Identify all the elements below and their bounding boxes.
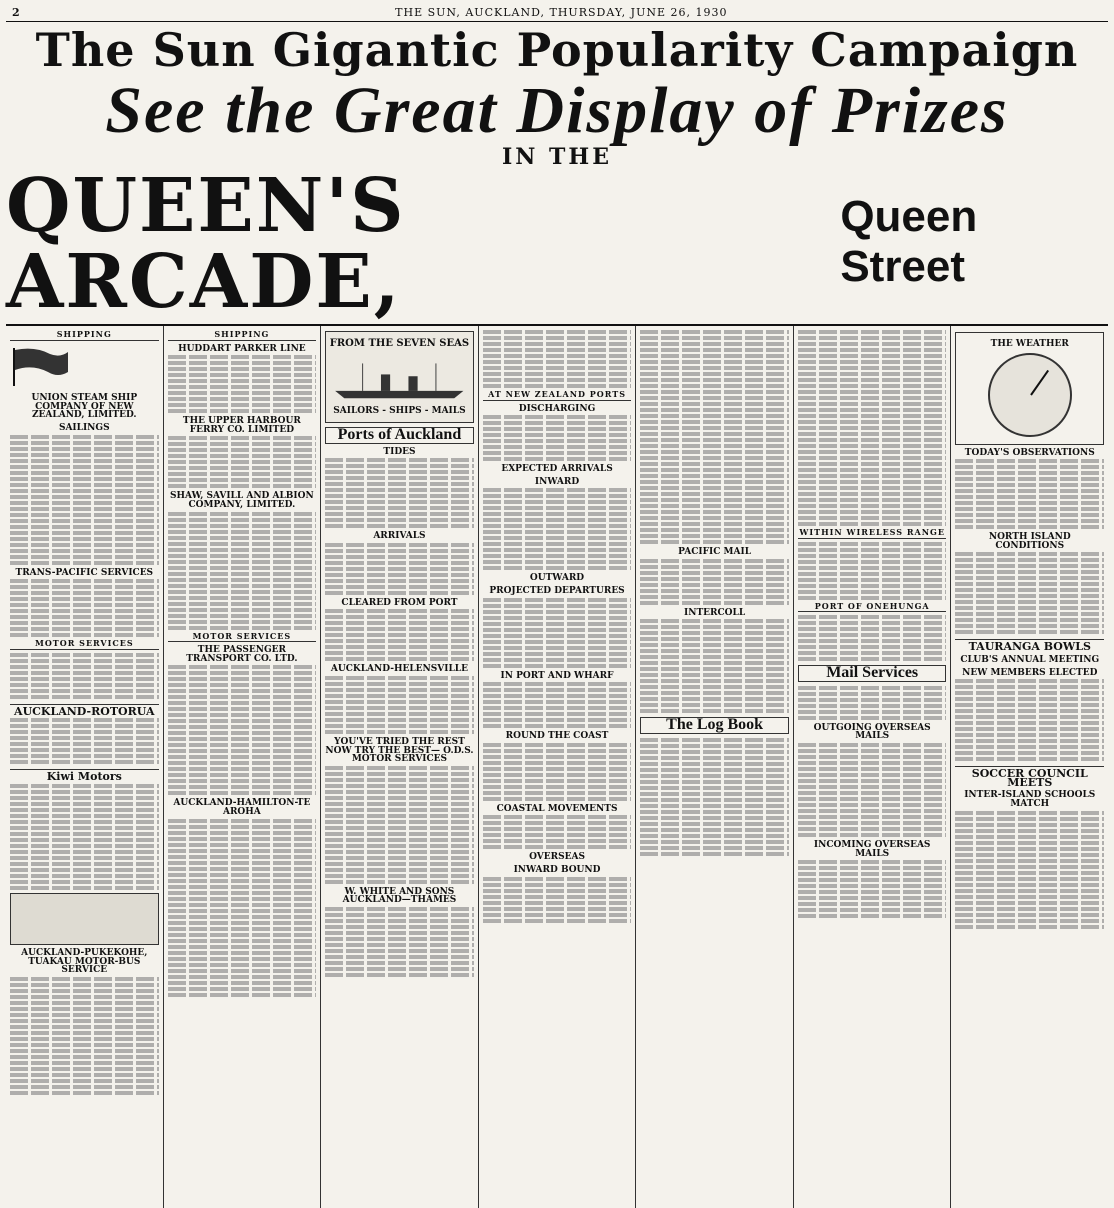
folio-line xyxy=(6,6,1108,22)
sailings-head: SAILINGS xyxy=(58,422,110,433)
ods-head: YOU'VE TRIED THE REST NOW TRY THE BEST— O.D.S. MOTOR SERVICES xyxy=(325,736,474,765)
bus-service-head: AUCKLAND-PUKEKOHE, TUAKAU MOTOR-BUS SERVICE xyxy=(21,947,148,976)
barometer-icon xyxy=(988,353,1072,437)
todays-obs-head: TODAY'S OBSERVATIONS xyxy=(964,447,1095,458)
projected-head: PROJECTED DEPARTURES xyxy=(489,585,625,596)
inward-head: INWARD xyxy=(534,476,580,487)
union-company: UNION STEAM SHIP COMPANY OF NEW ZEALAND, LIMITED. xyxy=(31,393,138,421)
outgoing-mails-head: OUTGOING OVERSEAS MAILS xyxy=(813,722,931,742)
banner-campaign: The Sun Gigantic Popularity Campaign xyxy=(35,23,1079,77)
motor-services-head-2: MOTOR SERVICES xyxy=(168,632,317,643)
ports-box xyxy=(325,427,474,444)
port-wharf-head: IN PORT AND WHARF xyxy=(500,670,614,681)
shipping-header: SHIPPING xyxy=(10,330,159,341)
banner-street: Queen Street xyxy=(840,192,978,291)
passenger-transport-head: THE PASSENGER TRANSPORT CO. LTD. xyxy=(186,645,298,664)
pacific-mail-head: PACIFIC MAIL xyxy=(678,547,752,557)
clubs-annual-head: CLUB'S ANNUAL MEETING xyxy=(960,654,1100,665)
upper-harbour-head: THE UPPER HARBOUR FERRY CO. LIMITED xyxy=(182,416,301,435)
banner-arcade: QUEEN'S ARCADE, xyxy=(6,163,406,325)
auckland-rotorua-head: AUCKLAND-ROTORUA xyxy=(10,704,159,717)
column-7 xyxy=(951,326,1108,1208)
column-3 xyxy=(321,326,479,1208)
column-5 xyxy=(636,326,794,1208)
white-sons-head: W. WHITE AND SONS AUCKLAND—THAMES xyxy=(342,886,457,906)
coastal-head: COASTAL MOVEMENTS xyxy=(496,803,618,814)
helensville-head: AUCKLAND-HELENSVILLE xyxy=(330,664,468,675)
seven-seas-title: FROM THE SEVEN SEAS xyxy=(329,338,470,349)
dateline: THE SUN, AUCKLAND, THURSDAY, JUNE 26, 1930 xyxy=(395,6,728,19)
overseas-head: OVERSEAS xyxy=(529,852,585,863)
soccer-head: SOCCER COUNCIL MEETS xyxy=(955,766,1104,787)
expected-head: EXPECTED ARRIVALS xyxy=(501,464,613,475)
seven-seas-illustration xyxy=(325,331,474,423)
mail-services-title: Mail Services xyxy=(826,664,919,682)
incoming-mails-head: INCOMING OVERSEAS MAILS xyxy=(813,839,931,859)
arrivals-head: ARRIVALS xyxy=(373,531,426,542)
huddart-head: HUDDART PARKER LINE xyxy=(178,343,306,354)
column-2 xyxy=(164,326,322,1208)
cleared-head: CLEARED FROM PORT xyxy=(341,597,458,608)
weather-box xyxy=(955,332,1104,445)
shaw-savill-head: SHAW, SAVILL AND ALBION COMPANY, LIMITED. xyxy=(170,491,314,510)
nz-ports-head: AT NEW ZEALAND PORTS xyxy=(483,390,632,401)
flag-icon xyxy=(10,346,70,386)
columns xyxy=(6,326,1108,1208)
tauranga-head: TAURANGA BOWLS xyxy=(955,639,1104,652)
ports-title: Ports of Auckland xyxy=(337,426,462,443)
banner-in-the: IN THE xyxy=(502,144,612,170)
log-book-box xyxy=(640,717,789,734)
motor-services-head: MOTOR SERVICES xyxy=(10,639,159,650)
port-onehunga-head: PORT OF ONEHUNGA xyxy=(798,602,947,613)
mail-services-box xyxy=(798,665,947,682)
outward-head: OUTWARD xyxy=(529,573,585,584)
sun-transport-head: AUCKLAND-HAMILTON-TE AROHA xyxy=(173,798,311,817)
column-4 xyxy=(479,326,637,1208)
log-book-title: The Log Book xyxy=(666,716,764,734)
seven-seas-subtitle: SAILORS - SHIPS - MAILS xyxy=(333,406,466,417)
intercoll-head: INTERCOLL xyxy=(684,607,746,618)
within-wireless-head: WITHIN WIRELESS RANGE xyxy=(799,527,945,537)
inter-island-head: INTER-ISLAND SCHOOLS MATCH xyxy=(964,790,1096,809)
tides-head: TIDES xyxy=(383,446,416,457)
new-members-head: NEW MEMBERS ELECTED xyxy=(962,667,1098,678)
discharging-head: DISCHARGING xyxy=(518,403,596,414)
weather-title: THE WEATHER xyxy=(990,339,1069,349)
bus-illustration xyxy=(10,893,159,945)
page-number: 2 xyxy=(12,6,21,19)
column-1 xyxy=(6,326,164,1208)
ship-icon xyxy=(326,354,473,404)
north-island-head: NORTH ISLAND CONDITIONS xyxy=(988,532,1071,551)
shipping-header-2: SHIPPING xyxy=(168,330,317,341)
column-6 xyxy=(794,326,952,1208)
banner-location xyxy=(6,163,1108,326)
inward-bound-head: INWARD BOUND xyxy=(513,864,601,875)
kiwi-motors-head: Kiwi Motors xyxy=(10,769,159,782)
trans-pacific-head: TRANS-PACIFIC SERVICES xyxy=(15,567,154,578)
banner-prizes: See the Great Display of Prizes xyxy=(105,74,1009,147)
round-coast-head: ROUND THE COAST xyxy=(505,731,609,742)
